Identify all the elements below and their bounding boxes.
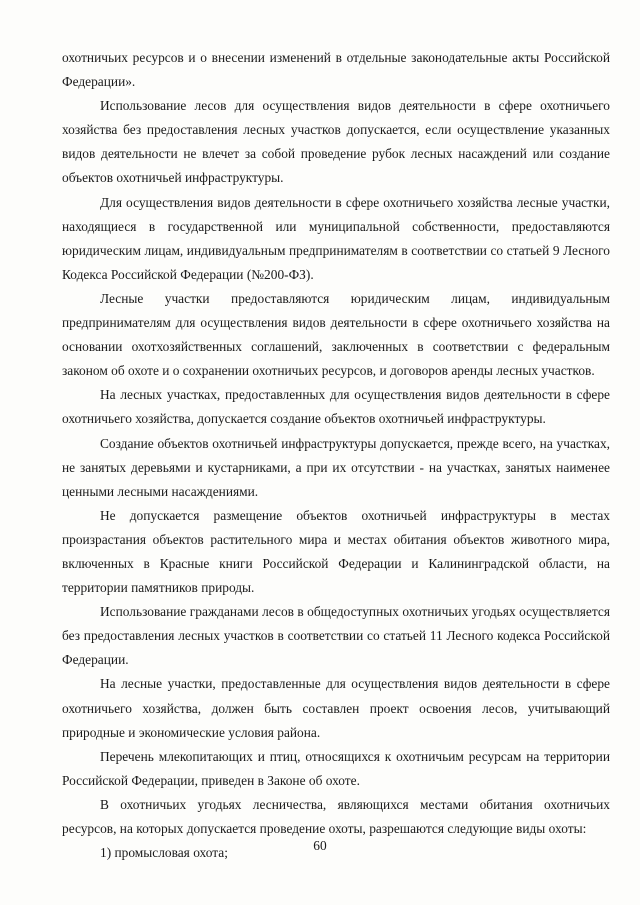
paragraph: Лесные участки предоставляются юридическим лицам, индивидуальным предпринимателям для осуществления видов деятельности в сфере охотничьего хозяйства на основании охотхозяйственных соглашений, заключенных в соответствии с федеральным законом об охоте и о сохранении охотничьих ресурсов, и договоров аренды лесных участков. <box>62 290 610 379</box>
paragraph: Использование лесов для осуществления видов деятельности в сфере охотничьего хозяйства без предоставления лесных участков допускается, если осуществление указанных видов деятельности не влечет за собой проведение рубок лесных насаждений или создание объектов охотничьей инфраструктуры. <box>62 98 610 186</box>
paragraph: На лесных участках, предоставленных для осуществления видов деятельности в сфере охотничьего хозяйства, допускается создание объектов охотничьей инфраструктуры. <box>62 387 610 427</box>
paragraph: На лесные участки, предоставленные для осуществления видов деятельности в сфере охотничьего хозяйства, должен быть составлен проект освоения лесов, учитывающий природные и экономические условия района. <box>62 676 610 740</box>
paragraph: Не допускается размещение объектов охотничьей инфраструктуры в местах произрастания объектов растительного мира и местах обитания объектов животного мира, включенных в Красные книги Российской Федерации и Калининградской области, на территории памятников природы. <box>62 507 610 596</box>
paragraph: Перечень млекопитающих и птиц, относящихся к охотничьим ресурсам на территории Российской Федерации, приведен в Законе об охоте. <box>62 748 610 788</box>
list-item: 1) промысловая охота; <box>100 845 228 861</box>
paragraph: охотничьих ресурсов и о внесении изменений в отдельные законодательные акты Российской Федерации». <box>62 50 610 90</box>
paragraph: В охотничьих угодьях лесничества, являющихся местами обитания охотничьих ресурсов, на которых допускается проведение охоты, разрешаются следующие виды охоты: <box>62 796 610 836</box>
document-body <box>62 46 610 865</box>
page-number: 60 <box>313 838 327 853</box>
paragraph: Создание объектов охотничьей инфраструктуры допускается, прежде всего, на участках, не занятых деревьями и кустарниками, а при их отсутствии - на участках, занятых наименее ценными лесными насаждениями. <box>62 435 610 499</box>
paragraph: Для осуществления видов деятельности в сфере охотничьего хозяйства лесные участки, находящиеся в государственной или муниципальной собственности, предоставляются юридическим лицам, индивидуальным предпринимателям в соответствии со статьей 9 Лесного Кодекса Российской Федерации (№200-ФЗ). <box>62 194 610 282</box>
paragraph: Использование гражданами лесов в общедоступных охотничьих угодьях осуществляется без предоставления лесных участков в соответствии со статьей 11 Лесного кодекса Российской Федерации. <box>62 604 610 668</box>
